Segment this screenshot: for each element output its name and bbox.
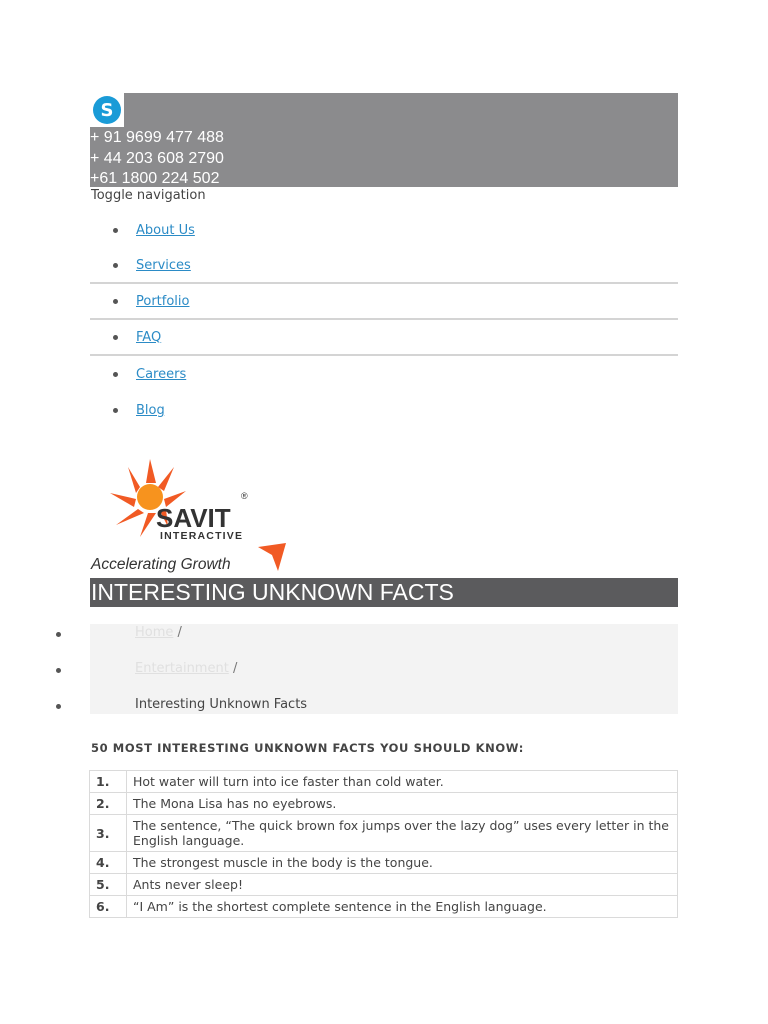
logo-sub-text: INTERACTIVE (160, 530, 244, 542)
fact-text: Hot water will turn into ice faster than cold water. (127, 771, 678, 793)
breadcrumb-item-entertainment (0, 652, 700, 688)
fact-text: “I Am” is the shortest complete sentence in the English language. (127, 896, 678, 918)
bullet-icon (113, 408, 118, 413)
skype-icon[interactable]: S (90, 93, 124, 127)
phone-india[interactable]: + 91 9699 477 488 (90, 129, 224, 146)
nav-item-blog (90, 392, 678, 428)
page-title: INTERESTING UNKNOWN FACTS (90, 578, 678, 607)
toggle-navigation-button[interactable]: Toggle navigation (91, 188, 206, 203)
phone-australia[interactable]: +61 1800 224 502 (90, 170, 220, 187)
bullet-icon (56, 668, 61, 673)
nav-link-careers[interactable]: Careers (136, 366, 187, 382)
fact-number: 6. (90, 896, 127, 918)
facts-table (89, 770, 678, 918)
logo-brand-text: SAVIT (156, 503, 231, 533)
nav-link-blog[interactable]: Blog (136, 402, 165, 418)
article-heading: 50 MOST INTERESTING UNKNOWN FACTS YOU SHOULD KNOW: (91, 741, 524, 755)
nav-item-services (90, 248, 678, 284)
table-row (90, 815, 678, 852)
nav-item-portfolio (90, 284, 678, 320)
bullet-icon (113, 263, 118, 268)
bullet-icon (113, 228, 118, 233)
table-row (90, 874, 678, 896)
table-row (90, 771, 678, 793)
breadcrumb-separator: / (177, 625, 182, 640)
top-contact-bar (90, 93, 678, 187)
table-row (90, 896, 678, 918)
savit-logo[interactable] (90, 455, 290, 575)
bullet-icon (56, 632, 61, 637)
logo-tagline: Accelerating Growth (91, 556, 231, 573)
bullet-icon (113, 372, 118, 377)
fact-number: 4. (90, 852, 127, 874)
fact-number: 5. (90, 874, 127, 896)
nav-link-faq[interactable]: FAQ (136, 329, 162, 345)
bullet-icon (56, 704, 61, 709)
nav-link-services[interactable]: Services (136, 257, 191, 273)
registered-mark: ® (241, 491, 248, 501)
phone-uk[interactable]: + 44 203 608 2790 (90, 149, 224, 167)
breadcrumb-item-home (0, 616, 700, 652)
nav-item-faq (90, 320, 678, 356)
breadcrumb-separator: / (232, 661, 238, 676)
nav-link-portfolio[interactable]: Portfolio (136, 293, 190, 309)
phone-list (90, 128, 224, 190)
main-nav (90, 212, 678, 428)
fact-number: 1. (90, 771, 127, 793)
table-row (90, 793, 678, 815)
fact-text: The strongest muscle in the body is the tongue. (127, 852, 678, 874)
nav-item-careers (90, 356, 678, 392)
bullet-icon (113, 299, 118, 304)
breadcrumb-item-current (0, 688, 700, 724)
fact-text: The sentence, “The quick brown fox jumps over the lazy dog” uses every letter in the English language. (127, 815, 678, 852)
breadcrumb-current: Interesting Unknown Facts (135, 697, 308, 712)
table-row (90, 852, 678, 874)
breadcrumb (0, 616, 700, 724)
fact-number: 2. (90, 793, 127, 815)
fact-text: Ants never sleep! (127, 874, 678, 896)
breadcrumb-link-home[interactable]: Home (135, 625, 174, 640)
nav-link-about[interactable]: About Us (136, 222, 195, 238)
fact-text: The Mona Lisa has no eyebrows. (127, 793, 678, 815)
breadcrumb-link-entertainment[interactable]: Entertainment (135, 661, 229, 676)
nav-item-about (90, 212, 678, 248)
bullet-icon (113, 335, 118, 340)
arrow-icon (258, 543, 286, 571)
fact-number: 3. (90, 815, 127, 852)
